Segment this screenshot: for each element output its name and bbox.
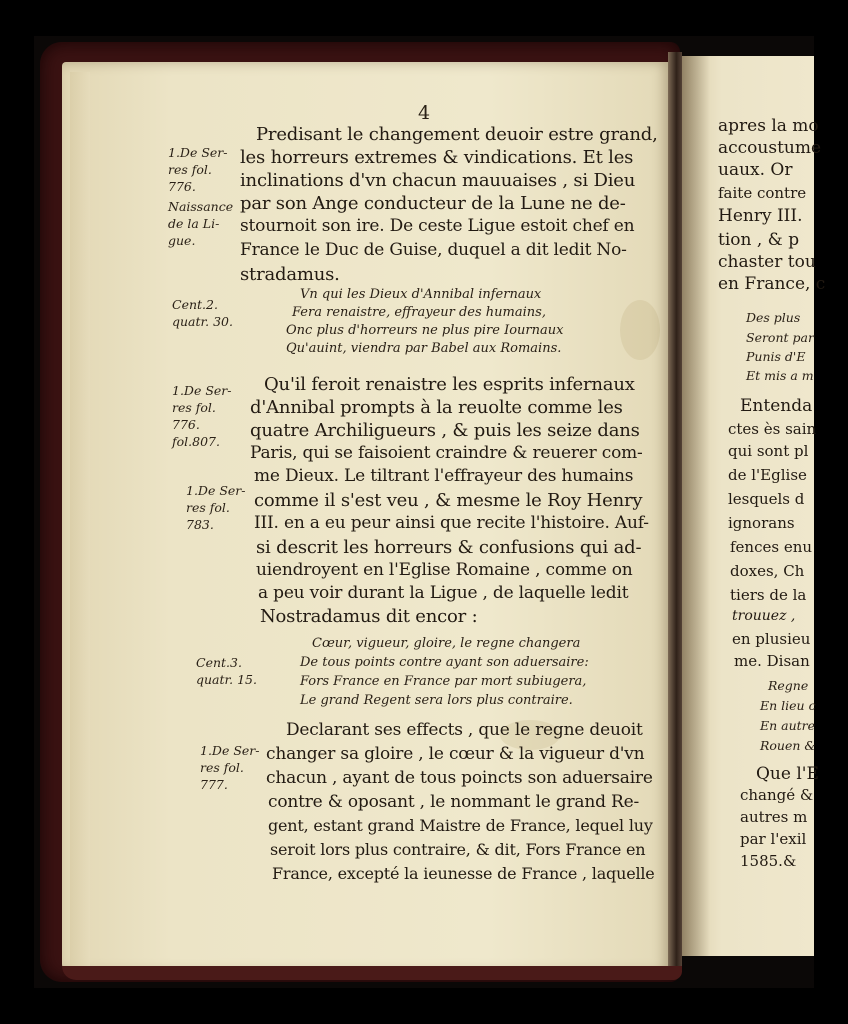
- right-text-line: faite contre: [718, 184, 807, 202]
- page-edge: [70, 72, 90, 972]
- right-text-line: Que l'E: [756, 764, 819, 784]
- right-text-line: de l'Eglise: [728, 466, 807, 484]
- text-line: Paris, qui se faisoient craindre & reuerer com-: [250, 443, 643, 463]
- right-text-line: Entenda: [740, 396, 813, 416]
- text-line: uiendroyent en l'Eglise Romaine , comme on: [256, 560, 633, 580]
- text-line: d'Annibal prompts à la reuolte comme les: [250, 397, 623, 418]
- margin-note: 1.De Ser- res fol. 783.: [186, 483, 246, 532]
- right-text-line: me. Disan: [734, 652, 810, 670]
- right-verse-line: Regne: [768, 678, 809, 693]
- right-text-line: changé &: [740, 786, 814, 804]
- margin-note: Cent.2. quatr. 30.: [172, 297, 233, 329]
- right-text-line: doxes, Ch: [730, 562, 805, 580]
- right-text-line: par l'exil: [740, 830, 807, 848]
- text-line: Predisant le changement deuoir estre grand,: [256, 124, 658, 145]
- verse-line: De tous points contre ayant son aduersaire:: [300, 655, 589, 670]
- right-verse-line: Rouen &: [760, 738, 816, 753]
- right-text-line: Henry III.: [718, 206, 803, 226]
- text-line: Qu'il feroit renaistre les esprits infernaux: [264, 374, 635, 395]
- right-text-line: apres la mo: [718, 116, 819, 136]
- text-line: France, excepté la ieunesse de France , laquelle: [272, 864, 655, 883]
- right-text-line: chaster tou: [718, 252, 816, 272]
- right-verse-line: Punis d'E: [746, 349, 806, 364]
- text-line: contre & oposant , le nommant le grand Re-: [268, 792, 639, 812]
- verse-line: Qu'auint, viendra par Babel aux Romains.: [286, 341, 562, 356]
- page-number: 4: [418, 102, 431, 124]
- verse-line: Cœur, vigueur, gloire, le regne changera: [312, 636, 581, 651]
- right-verse-line: En autre: [760, 718, 816, 733]
- verse-line: Onc plus d'horreurs ne plus pire Iournaux: [286, 323, 564, 338]
- text-line: comme il s'est veu , & mesme le Roy Henry: [254, 490, 643, 511]
- right-verse-line: En lieu c: [760, 698, 816, 713]
- text-line: gent, estant grand Maistre de France, lequel luy: [268, 816, 653, 835]
- verse-line: Fera renaistre, effrayeur des humains,: [292, 305, 546, 320]
- right-text-line: ctes ès sain: [728, 420, 817, 438]
- margin-note: 1.De Ser- res fol. 776. fol.807.: [172, 383, 232, 449]
- text-line: par son Ange conducteur de la Lune ne de-: [240, 193, 626, 214]
- text-line: III. en a eu peur ainsi que recite l'histoire. Auf-: [254, 513, 649, 533]
- right-text-line: autres m: [740, 808, 808, 826]
- text-line: seroit lors plus contraire, & dit, Fors France en: [270, 840, 646, 859]
- verse-line: Le grand Regent sera lors plus contraire.: [300, 693, 573, 708]
- right-text-line: 1585.&: [740, 852, 797, 870]
- margin-note: 1.De Ser- res fol. 776.: [168, 145, 228, 194]
- text-line: a peu voir durant la Ligue , de laquelle ledit: [258, 583, 629, 603]
- text-line: changer sa gloire , le cœur & la vigueur d'vn: [266, 744, 645, 764]
- verse-line: Fors France en France par mort subiugera,: [300, 674, 587, 689]
- text-line: si descrit les horreurs & confusions qui ad-: [256, 537, 642, 558]
- right-text-line: lesquels d: [728, 490, 805, 508]
- right-text-line: tion , & p: [718, 230, 800, 250]
- right-text-line: trouuez ,: [732, 608, 796, 624]
- text-line: chacun , ayant de tous poincts son aduersaire: [266, 768, 653, 788]
- right-page-shadow: [682, 56, 710, 956]
- right-text-line: tiers de la: [730, 586, 807, 604]
- right-verse-line: Seront par: [746, 330, 814, 345]
- margin-note: 1.De Ser- res fol. 777.: [200, 743, 260, 792]
- text-line: Declarant ses effects , que le regne deuoit: [286, 720, 643, 740]
- right-text-line: qui sont pl: [728, 442, 809, 460]
- margin-note: Cent.3. quatr. 15.: [196, 655, 257, 687]
- text-line: inclinations d'vn chacun mauuaises , si Dieu: [240, 170, 636, 191]
- text-line: stournoit son ire. De ceste Ligue estoit chef en: [240, 216, 635, 236]
- text-line: les horreurs extremes & vindications. Et les: [240, 147, 634, 168]
- right-text-line: fences enu: [730, 538, 813, 556]
- text-line: Nostradamus dit encor :: [260, 606, 478, 627]
- right-text-line: en France, c: [718, 274, 826, 294]
- right-text-line: en plusieu: [732, 630, 811, 648]
- margin-note: Naissance de la Li- gue.: [168, 199, 234, 248]
- text-line: me Dieux. Le tiltrant l'effrayeur des humains: [254, 466, 634, 486]
- right-verse-line: Et mis a m: [746, 368, 814, 383]
- text-line: quatre Archiligueurs , & puis les seize dans: [250, 420, 640, 441]
- book-gutter: [668, 52, 682, 972]
- right-text-line: accoustume: [718, 138, 822, 158]
- binding-bottom: [62, 966, 682, 980]
- text-line: France le Duc de Guise, duquel a dit ledit No-: [240, 240, 627, 260]
- right-verse-line: Des plus: [746, 310, 801, 325]
- right-text-line: uaux. Or: [718, 160, 793, 180]
- paper-stain: [620, 300, 660, 360]
- verse-line: Vn qui les Dieux d'Annibal infernaux: [300, 287, 542, 302]
- right-text-line: ignorans: [728, 514, 795, 532]
- text-line: stradamus.: [240, 264, 340, 285]
